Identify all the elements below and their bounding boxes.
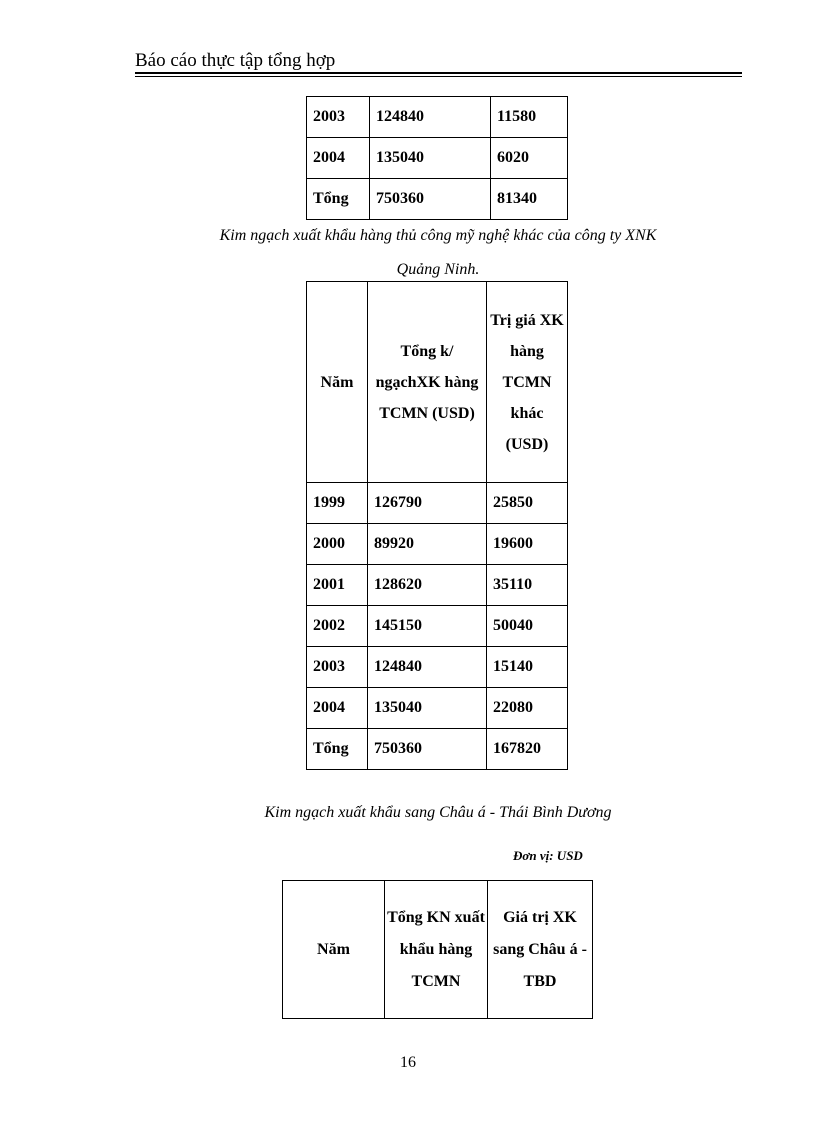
column-header: Tổng KN xuất khẩu hàng TCMN: [385, 881, 488, 1019]
table-row: [307, 524, 568, 565]
header-title: Báo cáo thực tập tổng hợp: [135, 50, 336, 71]
table-cell: 11580: [491, 97, 568, 138]
table-row: [307, 97, 568, 138]
table-cell: 1999: [307, 483, 368, 524]
table-cell: 81340: [491, 179, 568, 220]
table-cell: 2004: [307, 138, 370, 179]
table-cell: 145150: [368, 606, 487, 647]
table-cell: 750360: [368, 729, 487, 770]
table-cell: 2002: [307, 606, 368, 647]
table-cell: 50040: [487, 606, 568, 647]
page-number: 16: [400, 1054, 416, 1071]
table-cell: 135040: [368, 688, 487, 729]
table-cell: 167820: [487, 729, 568, 770]
caption-line: Kim ngạch xuất khẩu hàng thủ công mỹ nghệ khác của công ty XNK: [219, 227, 657, 244]
table-cell: 124840: [370, 97, 491, 138]
table-cell: 128620: [368, 565, 487, 606]
table-row: [307, 179, 568, 220]
table-cell: 6020: [491, 138, 568, 179]
caption-line: Quảng Ninh.: [396, 261, 480, 278]
table-cell: 19600: [487, 524, 568, 565]
table-header-row: [307, 282, 568, 483]
table-cell: 2004: [307, 688, 368, 729]
table-header-row: [283, 881, 593, 1019]
column-header: Giá trị XK sang Châu á - TBD: [488, 881, 593, 1019]
table-cell: 2001: [307, 565, 368, 606]
table-cell: 135040: [370, 138, 491, 179]
table-cell: 22080: [487, 688, 568, 729]
header-rule: [135, 72, 742, 74]
table-cell: 35110: [487, 565, 568, 606]
table-row: [307, 606, 568, 647]
table-row: [307, 688, 568, 729]
column-header: Tổng k/ ngạchXK hàng TCMN (USD): [368, 282, 487, 483]
caption-asia-pacific: Kim ngạch xuất khẩu sang Châu á - Thái Bình Dương: [264, 804, 612, 821]
column-header: Năm: [283, 881, 385, 1019]
table-cell: 124840: [368, 647, 487, 688]
table-cell: Tổng: [307, 729, 368, 770]
table-cell: 89920: [368, 524, 487, 565]
table-cell: 2000: [307, 524, 368, 565]
table-row: [307, 483, 568, 524]
table-cell: 15140: [487, 647, 568, 688]
table-cell: 25850: [487, 483, 568, 524]
table-cell: 2003: [307, 647, 368, 688]
table-cell: 126790: [368, 483, 487, 524]
unit-label: Đơn vị: USD: [513, 848, 583, 863]
column-header: Trị giá XK hàng TCMN khác (USD): [487, 282, 568, 483]
table-row: [307, 138, 568, 179]
export-table-continued: [306, 96, 568, 220]
caption-other-handicraft: [150, 219, 726, 287]
header-rule-thin: [135, 76, 742, 77]
table-row: [307, 647, 568, 688]
table-cell: Tổng: [307, 179, 370, 220]
table-row: [307, 565, 568, 606]
table-row: [307, 729, 568, 770]
table-cell: 2003: [307, 97, 370, 138]
asia-pacific-table: [282, 880, 593, 1019]
column-header: Năm: [307, 282, 368, 483]
table-cell: 750360: [370, 179, 491, 220]
other-handicraft-table: [306, 281, 568, 770]
